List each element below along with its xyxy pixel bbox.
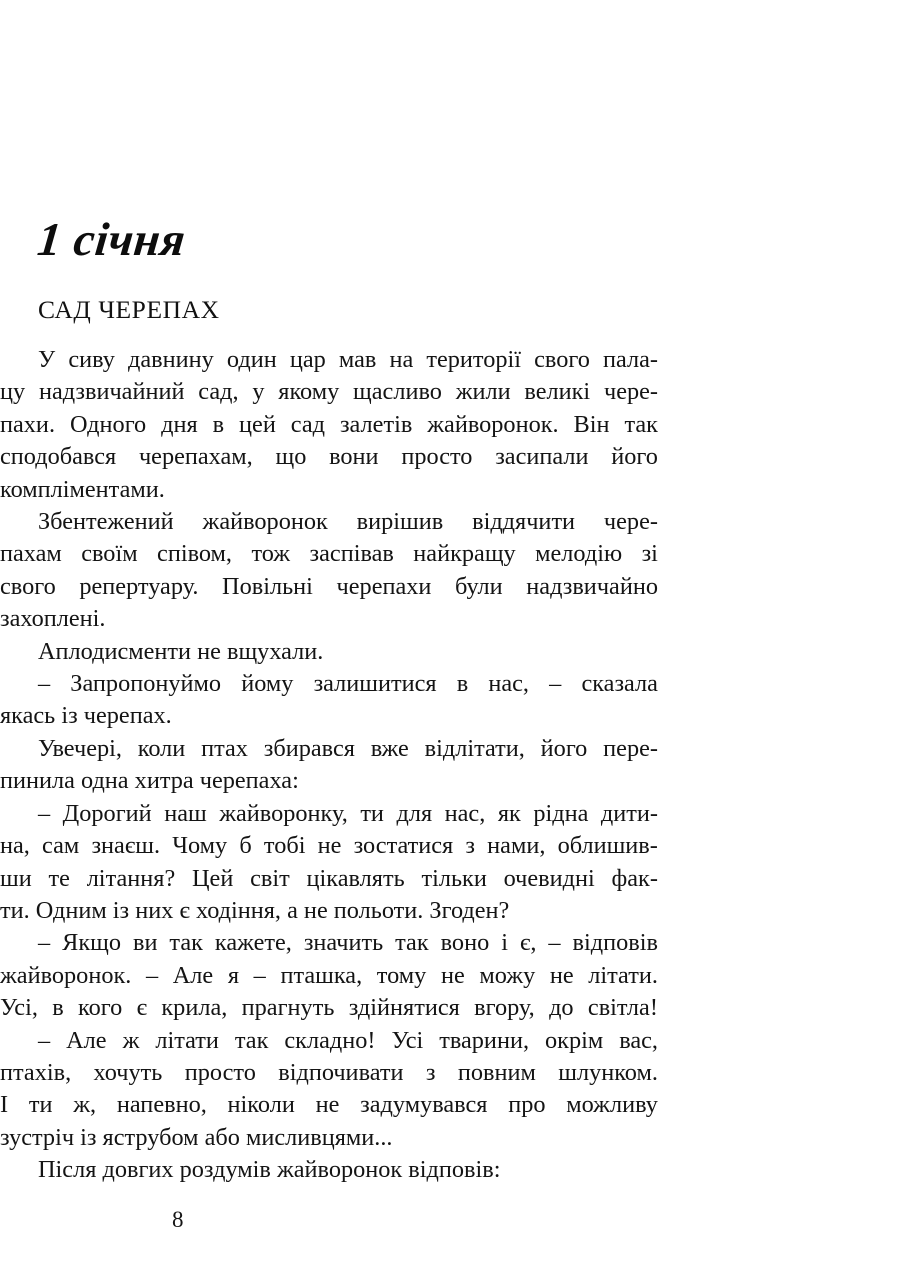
word: – bbox=[38, 1026, 51, 1054]
word: І bbox=[0, 1091, 9, 1119]
text-line bbox=[0, 571, 658, 603]
word: повним bbox=[457, 1058, 536, 1086]
word: – bbox=[38, 799, 51, 827]
word: пахам bbox=[0, 540, 62, 568]
text-line: пинила одна хитра черепаха: bbox=[0, 767, 299, 795]
word: Якщо bbox=[62, 929, 121, 957]
word: ти bbox=[28, 1091, 53, 1119]
word: засипали bbox=[495, 443, 589, 471]
word: птах bbox=[201, 734, 248, 762]
word: – bbox=[38, 929, 51, 957]
word: світла! bbox=[587, 994, 658, 1022]
word: – bbox=[38, 670, 51, 698]
word: Усі, bbox=[0, 994, 38, 1022]
word: не bbox=[549, 961, 574, 989]
word: облишив- bbox=[557, 832, 658, 860]
word: свого bbox=[0, 572, 56, 600]
word: вже bbox=[370, 734, 409, 762]
text-line: компліментами. bbox=[0, 475, 165, 503]
word: задумувався bbox=[360, 1091, 488, 1119]
word: черепахам, bbox=[138, 443, 253, 471]
word: сам bbox=[42, 832, 80, 860]
text-line: ти. Одним із них є ходіння, а не польоти. Згоден? bbox=[0, 896, 510, 924]
text-line bbox=[0, 960, 658, 992]
word: не bbox=[440, 961, 465, 989]
word: просто bbox=[184, 1058, 256, 1086]
text-line bbox=[0, 733, 658, 765]
word: – bbox=[549, 670, 562, 698]
word: відповів bbox=[572, 929, 658, 957]
word: залетів bbox=[339, 410, 413, 438]
word: з bbox=[425, 1058, 436, 1086]
word: нас, bbox=[488, 670, 529, 698]
word: дити- bbox=[600, 799, 658, 827]
word: очевидні bbox=[503, 864, 595, 892]
text-line bbox=[0, 506, 658, 538]
word: здійнятися bbox=[348, 994, 460, 1022]
word: окрім bbox=[545, 1026, 604, 1054]
word: залишитися bbox=[313, 670, 437, 698]
paragraph bbox=[0, 798, 658, 928]
paragraph bbox=[0, 344, 658, 506]
word: відпочивати bbox=[278, 1058, 404, 1086]
text-line: захоплені. bbox=[0, 605, 106, 633]
word: збирався bbox=[263, 734, 355, 762]
text-line bbox=[0, 376, 658, 408]
word: пере- bbox=[603, 734, 658, 762]
word: Одного bbox=[69, 410, 147, 438]
text-line bbox=[0, 344, 658, 376]
word: можу bbox=[479, 961, 536, 989]
word: не bbox=[317, 832, 342, 860]
word: жайворонок. bbox=[0, 961, 132, 989]
word: Увечері, bbox=[38, 734, 122, 762]
word: якому bbox=[278, 378, 340, 406]
word: свого bbox=[534, 346, 590, 373]
word: віддячити bbox=[472, 508, 576, 536]
word: Збентежений bbox=[38, 508, 174, 536]
word: хочуть bbox=[93, 1058, 163, 1086]
word: так bbox=[624, 410, 658, 438]
word: фак- bbox=[611, 864, 658, 892]
word: можливу bbox=[566, 1091, 658, 1119]
word: про bbox=[508, 1091, 546, 1119]
word: ти bbox=[360, 799, 384, 827]
word: ж bbox=[122, 1026, 140, 1054]
word: зі bbox=[641, 540, 658, 568]
word: давнину bbox=[128, 346, 214, 373]
word: Усі bbox=[391, 1026, 424, 1054]
word: вони bbox=[329, 443, 379, 471]
word: так bbox=[395, 929, 429, 957]
word: світ bbox=[250, 864, 290, 892]
word: б bbox=[239, 832, 252, 860]
word: один bbox=[226, 346, 277, 373]
paragraph bbox=[0, 636, 658, 668]
word: те bbox=[48, 864, 70, 892]
word: жайворонку, bbox=[219, 799, 348, 827]
text-line bbox=[0, 798, 658, 830]
text-line bbox=[0, 863, 658, 895]
word: сад bbox=[290, 410, 326, 438]
text-line bbox=[0, 668, 658, 700]
word: як bbox=[497, 799, 521, 827]
word: наш bbox=[164, 799, 207, 827]
word: нас, bbox=[444, 799, 486, 827]
paragraph bbox=[0, 1025, 658, 1155]
text-line: Аплодисменти не вщухали. bbox=[38, 637, 324, 665]
date-heading: 1 січня bbox=[34, 214, 189, 266]
word: великі bbox=[524, 378, 591, 406]
word: заспівав bbox=[309, 540, 394, 568]
word: надзвичайний bbox=[38, 378, 185, 406]
word: цар bbox=[289, 346, 326, 373]
word: репертуару. bbox=[79, 572, 199, 600]
text-line bbox=[0, 927, 658, 959]
paragraph bbox=[0, 506, 658, 636]
word: жайворонок. bbox=[427, 410, 559, 438]
word: просто bbox=[401, 443, 473, 471]
word: ви bbox=[132, 929, 158, 957]
word: У bbox=[38, 346, 56, 373]
word: Дорогий bbox=[62, 799, 152, 827]
word: тварини, bbox=[439, 1026, 530, 1054]
word: є bbox=[136, 994, 148, 1022]
word: дня bbox=[161, 410, 198, 438]
word: своїм bbox=[81, 540, 138, 568]
text-line bbox=[0, 1057, 658, 1089]
word: пахи. bbox=[0, 410, 56, 438]
text-line bbox=[0, 992, 658, 1024]
word: зостатися bbox=[353, 832, 454, 860]
word: вирішив bbox=[356, 508, 444, 536]
text-line bbox=[0, 441, 658, 473]
word: були bbox=[455, 572, 503, 600]
word: чере- bbox=[603, 508, 658, 536]
word: тому bbox=[376, 961, 427, 989]
word: нами, bbox=[487, 832, 546, 860]
word: тільки bbox=[421, 864, 487, 892]
word: воно bbox=[440, 929, 490, 957]
paragraph bbox=[0, 927, 658, 1024]
word: ж, bbox=[73, 1091, 97, 1119]
word: і bbox=[501, 929, 508, 957]
word: Чому bbox=[172, 832, 228, 860]
word: цу bbox=[0, 378, 26, 406]
word: співом, bbox=[157, 540, 233, 568]
body-text bbox=[0, 344, 658, 1187]
word: з bbox=[465, 832, 475, 860]
word: в bbox=[456, 670, 469, 698]
word: сад, bbox=[198, 378, 239, 406]
word: – bbox=[145, 961, 159, 989]
word: найкращу bbox=[413, 540, 516, 568]
word: напевно, bbox=[116, 1091, 207, 1119]
word: пташка, bbox=[280, 961, 363, 989]
word: вгору, bbox=[474, 994, 535, 1022]
word: ши bbox=[0, 864, 32, 892]
word: надзвичайно bbox=[526, 572, 658, 600]
word: коли bbox=[137, 734, 186, 762]
text-line bbox=[0, 1025, 658, 1057]
text-line: якась із черепах. bbox=[0, 702, 172, 730]
text-line bbox=[0, 830, 658, 862]
text-line: Після довгих роздумів жайворонок відповів: bbox=[38, 1156, 501, 1184]
word: Цей bbox=[192, 864, 234, 892]
word: тож bbox=[251, 540, 291, 568]
word: значить bbox=[303, 929, 384, 957]
text-line bbox=[0, 1089, 658, 1121]
word: – bbox=[548, 929, 561, 957]
word: складно! bbox=[284, 1026, 376, 1054]
word: його bbox=[540, 734, 588, 762]
word: не bbox=[315, 1091, 340, 1119]
text-line bbox=[0, 409, 658, 441]
word: цікавлять bbox=[306, 864, 405, 892]
word: рідна bbox=[533, 799, 589, 827]
word: території bbox=[426, 346, 522, 373]
page-number: 8 bbox=[172, 1207, 184, 1232]
paragraph bbox=[0, 668, 658, 733]
word: – bbox=[253, 961, 266, 989]
word: кажете, bbox=[214, 929, 292, 957]
word: ніколи bbox=[227, 1091, 295, 1119]
word: пала- bbox=[602, 346, 658, 373]
word: знаєш. bbox=[91, 832, 161, 860]
word: сказала bbox=[581, 670, 658, 698]
word: так bbox=[234, 1026, 269, 1054]
text-line: зустріч із яструбом або мисливцями... bbox=[0, 1123, 393, 1151]
word: що bbox=[275, 443, 307, 471]
word: літати. bbox=[588, 961, 658, 989]
word: кого bbox=[78, 994, 123, 1022]
text-line bbox=[0, 538, 658, 570]
paragraph bbox=[0, 733, 658, 798]
word: я bbox=[227, 961, 240, 989]
word: черепахи bbox=[336, 572, 432, 600]
word: сподобався bbox=[0, 443, 117, 471]
word: на bbox=[389, 346, 414, 373]
word: є, bbox=[519, 929, 537, 957]
word: Запропонуймо bbox=[70, 670, 222, 698]
word: літання? bbox=[86, 864, 176, 892]
word: до bbox=[549, 994, 574, 1022]
word: Але bbox=[172, 961, 214, 989]
word: йому bbox=[241, 670, 294, 698]
story-title: САД ЧЕРЕПАХ bbox=[38, 295, 220, 324]
word: прагнуть bbox=[241, 994, 335, 1022]
word: для bbox=[396, 799, 433, 827]
word: щасливо bbox=[353, 378, 442, 406]
word: жайворонок bbox=[202, 508, 328, 536]
word: його bbox=[611, 443, 658, 471]
word: жили bbox=[455, 378, 511, 406]
word: шлунком. bbox=[558, 1058, 658, 1086]
word: на, bbox=[0, 832, 30, 860]
word: у bbox=[252, 378, 265, 406]
word: так bbox=[169, 929, 203, 957]
word: цей bbox=[239, 410, 276, 438]
word: крила, bbox=[161, 994, 228, 1022]
word: в bbox=[52, 994, 64, 1022]
word: тобі bbox=[263, 832, 306, 860]
word: мав bbox=[338, 346, 377, 373]
word: Він bbox=[573, 410, 610, 438]
word: відлітати, bbox=[424, 734, 525, 762]
word: Але bbox=[66, 1026, 107, 1054]
paragraph bbox=[0, 1154, 658, 1186]
word: літати bbox=[155, 1026, 219, 1054]
word: мелодію bbox=[535, 540, 623, 568]
word: в bbox=[212, 410, 225, 438]
word: Повільні bbox=[222, 572, 313, 600]
paragraph-list bbox=[0, 344, 658, 1187]
word: вас, bbox=[619, 1026, 658, 1054]
word: птахів, bbox=[0, 1058, 72, 1086]
word: чере- bbox=[603, 378, 658, 406]
word: сиву bbox=[68, 346, 115, 373]
